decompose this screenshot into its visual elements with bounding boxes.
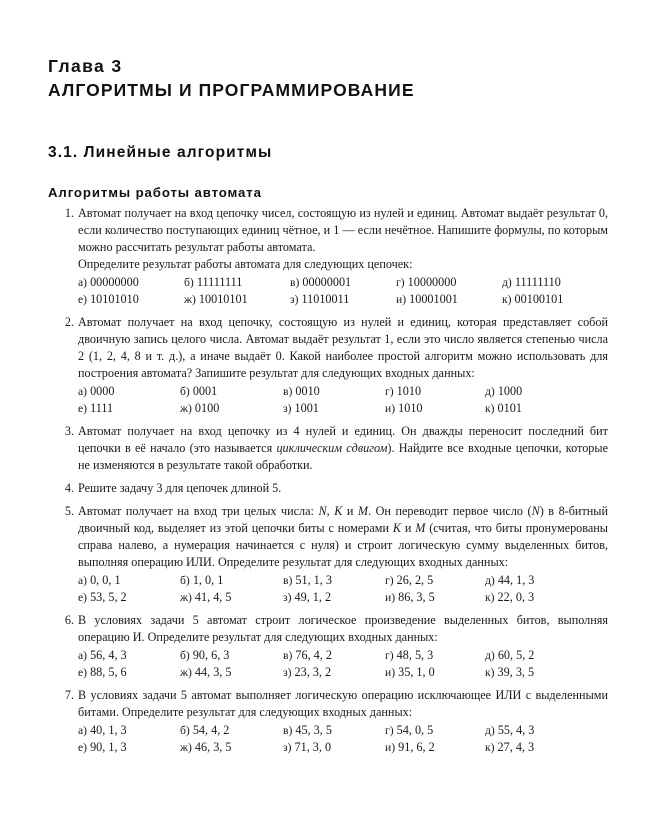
option-letter: к) bbox=[485, 666, 495, 679]
task-subprompt: Определите результат работы автомата для следующих цепочек: bbox=[78, 257, 413, 271]
option-letter: д) bbox=[485, 385, 495, 398]
option-item bbox=[385, 739, 435, 756]
option-value: 71, 3, 0 bbox=[294, 740, 332, 754]
option-item bbox=[485, 383, 522, 400]
option-letter: к) bbox=[485, 402, 495, 415]
option-value: 1000 bbox=[497, 384, 523, 398]
task-text: В условиях задачи 5 автомат выполняет логическую операцию исключающее ИЛИ с выделенными битами. Определите результат для следующих входных данных: bbox=[78, 688, 608, 719]
option-value: 26, 2, 5 bbox=[396, 573, 434, 587]
option-value: 46, 3, 5 bbox=[194, 740, 232, 754]
option-letter: д) bbox=[485, 649, 495, 662]
option-item bbox=[283, 589, 331, 606]
option-item bbox=[78, 572, 121, 589]
option-item bbox=[78, 291, 139, 308]
task-text: Автомат получает на вход цепочку из 4 нулей и единиц. Он дважды переносит последний бит цепочки в её начало (это называется циклическим сдвигом). Найдите все входные цепочки, которые не изменяются в результате такой обработки. bbox=[78, 424, 608, 472]
option-item bbox=[385, 572, 433, 589]
option-value: 11010011 bbox=[301, 292, 350, 306]
task-list bbox=[56, 205, 608, 762]
option-letter: и) bbox=[385, 741, 396, 754]
task-number: 6. bbox=[64, 613, 74, 627]
option-item bbox=[283, 572, 332, 589]
task-number: 1. bbox=[64, 206, 74, 220]
option-value: 44, 1, 3 bbox=[497, 573, 535, 587]
option-value: 22, 0, 3 bbox=[497, 590, 535, 604]
option-value: 1001 bbox=[294, 401, 319, 415]
option-value: 56, 4, 3 bbox=[90, 648, 127, 662]
option-item bbox=[485, 647, 534, 664]
option-item bbox=[283, 647, 332, 664]
option-value: 1010 bbox=[396, 384, 422, 398]
option-value: 10000000 bbox=[407, 275, 457, 289]
option-letter: г) bbox=[385, 385, 394, 398]
option-letter: г) bbox=[385, 649, 394, 662]
option-item bbox=[180, 739, 231, 756]
option-value: 48, 5, 3 bbox=[396, 648, 434, 662]
option-value: 90, 6, 3 bbox=[192, 648, 230, 662]
option-row bbox=[78, 572, 608, 589]
option-item bbox=[78, 400, 113, 417]
option-item bbox=[385, 589, 435, 606]
option-item bbox=[283, 383, 320, 400]
option-letter: к) bbox=[485, 741, 495, 754]
option-row bbox=[78, 274, 608, 291]
option-item bbox=[485, 739, 534, 756]
option-item bbox=[385, 664, 435, 681]
option-item bbox=[502, 274, 561, 291]
option-letter: з) bbox=[283, 591, 292, 604]
option-letter: в) bbox=[283, 724, 293, 737]
option-letter: е) bbox=[78, 666, 88, 679]
option-item bbox=[502, 291, 563, 308]
task-text: В условиях задачи 5 автомат строит логическое произведение выделенных битов, выполняя операцию И. Определите результат для следующих входных данных: bbox=[78, 613, 608, 644]
option-item bbox=[78, 589, 127, 606]
option-item bbox=[180, 722, 229, 739]
option-letter: е) bbox=[78, 402, 88, 415]
option-value: 53, 5, 2 bbox=[90, 590, 127, 604]
option-letter: а) bbox=[78, 574, 88, 587]
option-letter: и) bbox=[385, 591, 396, 604]
option-letter: е) bbox=[78, 741, 88, 754]
option-item bbox=[283, 722, 332, 739]
option-letter: з) bbox=[283, 666, 292, 679]
option-letter: к) bbox=[502, 293, 512, 306]
emphasis-text: M bbox=[357, 504, 369, 518]
option-item bbox=[180, 400, 219, 417]
option-item bbox=[485, 400, 522, 417]
option-item bbox=[78, 739, 127, 756]
option-letter: ж) bbox=[180, 402, 192, 415]
option-row bbox=[78, 291, 608, 308]
option-value: 44, 3, 5 bbox=[194, 665, 232, 679]
option-value: 35, 1, 0 bbox=[398, 665, 435, 679]
option-letter: е) bbox=[78, 591, 88, 604]
task-text: Автомат получает на вход три целых числа: N, K и M. Он переводит первое число (N) в 8-битный двоичный код, выделяет из этой цепочки биты с номерами K и M (считая, что биты пронумерованы справа налево, а нумерация начинается с нуля) и строит логическую сумму выделенных битов, выполняя операцию ИЛИ. Определите результат для следующих входных данных: bbox=[78, 504, 609, 569]
option-letter: а) bbox=[78, 276, 88, 289]
chapter-title: АЛГОРИТМЫ И ПРОГРАММИРОВАНИЕ bbox=[48, 80, 415, 100]
option-value: 00000000 bbox=[90, 275, 139, 289]
option-letter: а) bbox=[78, 385, 88, 398]
option-row bbox=[78, 739, 608, 756]
option-item bbox=[283, 664, 331, 681]
option-grid bbox=[78, 383, 608, 417]
task-item bbox=[56, 480, 608, 497]
option-value: 1, 0, 1 bbox=[192, 573, 224, 587]
option-value: 54, 4, 2 bbox=[192, 723, 230, 737]
option-value: 0001 bbox=[192, 384, 218, 398]
option-value: 76, 4, 2 bbox=[295, 648, 332, 662]
option-value: 1111 bbox=[90, 401, 114, 415]
option-item bbox=[184, 274, 242, 291]
option-item bbox=[180, 664, 231, 681]
option-letter: и) bbox=[385, 666, 396, 679]
option-item bbox=[283, 400, 319, 417]
option-item bbox=[78, 383, 114, 400]
option-item bbox=[283, 739, 331, 756]
option-letter: и) bbox=[385, 402, 396, 415]
option-letter: е) bbox=[78, 293, 88, 306]
option-letter: к) bbox=[485, 591, 495, 604]
task-number: 5. bbox=[64, 504, 74, 518]
task-number: 4. bbox=[64, 481, 74, 495]
option-letter: з) bbox=[290, 293, 299, 306]
option-value: 0000 bbox=[90, 384, 115, 398]
option-value: 45, 3, 5 bbox=[295, 723, 332, 737]
option-item bbox=[485, 664, 534, 681]
option-item bbox=[184, 291, 248, 308]
option-letter: ж) bbox=[180, 591, 192, 604]
option-value: 41, 4, 5 bbox=[194, 590, 232, 604]
task-item bbox=[56, 314, 608, 417]
option-value: 91, 6, 2 bbox=[398, 740, 435, 754]
section-heading: 3.1. Линейные алгоритмы bbox=[48, 144, 273, 161]
task-item bbox=[56, 687, 608, 756]
option-letter: з) bbox=[283, 741, 292, 754]
option-item bbox=[396, 291, 458, 308]
option-value: 1010 bbox=[398, 401, 423, 415]
option-row bbox=[78, 400, 608, 417]
option-item bbox=[180, 589, 231, 606]
option-item bbox=[385, 400, 423, 417]
emphasis-text: N bbox=[531, 504, 540, 518]
option-value: 88, 5, 6 bbox=[90, 665, 127, 679]
option-value: 27, 4, 3 bbox=[497, 740, 535, 754]
task-item bbox=[56, 612, 608, 681]
option-value: 86, 3, 5 bbox=[398, 590, 435, 604]
option-value: 0010 bbox=[295, 384, 320, 398]
option-item bbox=[396, 274, 456, 291]
option-value: 0101 bbox=[497, 401, 522, 415]
option-letter: д) bbox=[502, 276, 512, 289]
option-letter: ж) bbox=[180, 741, 192, 754]
option-letter: б) bbox=[180, 724, 190, 737]
option-letter: а) bbox=[78, 649, 88, 662]
option-item bbox=[290, 274, 351, 291]
option-item bbox=[78, 647, 127, 664]
option-item bbox=[78, 722, 127, 739]
option-letter: г) bbox=[385, 574, 394, 587]
option-value: 10101010 bbox=[90, 292, 139, 306]
option-item bbox=[385, 647, 433, 664]
option-letter: д) bbox=[485, 724, 495, 737]
subsection-heading: Алгоритмы работы автомата bbox=[48, 185, 262, 200]
emphasis-text: K bbox=[334, 504, 343, 518]
option-letter: ж) bbox=[180, 666, 192, 679]
option-item bbox=[78, 274, 139, 291]
option-row bbox=[78, 589, 608, 606]
option-value: 11111110 bbox=[514, 275, 561, 289]
task-number: 7. bbox=[64, 688, 74, 702]
task-text: Автомат получает на вход цепочку, состоящую из нулей и единиц, которая представляет собой двоичную запись целого числа. Автомат выдаёт результат 1, если это число является степенью числа 2 (1, 2, 4, 8 и т. д.), а иначе выдаёт 0. Какой наиболее простой алгоритм можно использовать для построения автомата? Запишите результат для следующих входных данных: bbox=[78, 315, 608, 380]
option-item bbox=[385, 383, 421, 400]
option-value: 0100 bbox=[194, 401, 220, 415]
option-letter: в) bbox=[283, 649, 293, 662]
option-item bbox=[180, 383, 217, 400]
option-value: 49, 1, 2 bbox=[294, 590, 332, 604]
option-value: 51, 1, 3 bbox=[295, 573, 332, 587]
option-item bbox=[78, 664, 127, 681]
option-value: 11111111 bbox=[196, 275, 243, 289]
option-value: 54, 0, 5 bbox=[396, 723, 434, 737]
option-item bbox=[385, 722, 433, 739]
option-row bbox=[78, 722, 608, 739]
option-value: 39, 3, 5 bbox=[497, 665, 535, 679]
option-letter: г) bbox=[385, 724, 394, 737]
option-grid bbox=[78, 722, 608, 756]
option-grid bbox=[78, 572, 608, 606]
option-item bbox=[180, 572, 223, 589]
option-letter: в) bbox=[283, 574, 293, 587]
task-number: 3. bbox=[64, 424, 74, 438]
option-item bbox=[485, 572, 534, 589]
option-letter: в) bbox=[283, 385, 293, 398]
option-letter: ж) bbox=[184, 293, 196, 306]
option-grid bbox=[78, 274, 608, 308]
option-letter: в) bbox=[290, 276, 300, 289]
chapter-heading-block bbox=[48, 55, 608, 102]
task-text: Решите задачу 3 для цепочек длиной 5. bbox=[78, 481, 282, 495]
option-letter: а) bbox=[78, 724, 88, 737]
task-item bbox=[56, 503, 608, 606]
option-value: 10010101 bbox=[198, 292, 248, 306]
option-letter: б) bbox=[184, 276, 194, 289]
option-value: 10001001 bbox=[409, 292, 458, 306]
emphasis-text: M bbox=[415, 521, 426, 535]
option-value: 90, 1, 3 bbox=[90, 740, 127, 754]
option-grid bbox=[78, 647, 608, 681]
option-letter: б) bbox=[180, 649, 190, 662]
option-item bbox=[290, 291, 349, 308]
task-item bbox=[56, 423, 608, 474]
task-text: Автомат получает на вход цепочку чисел, состоящую из нулей и единиц. Автомат выдаёт результат 0, если количество поступающих единиц чётное, и 1 — если нечётное. Напишите формулы, по которым можно рассчитать результат работы автомата. bbox=[78, 206, 608, 254]
option-letter: б) bbox=[180, 385, 190, 398]
option-value: 60, 5, 2 bbox=[497, 648, 535, 662]
option-item bbox=[180, 647, 229, 664]
option-row bbox=[78, 664, 608, 681]
option-letter: и) bbox=[396, 293, 407, 306]
option-value: 55, 4, 3 bbox=[497, 723, 535, 737]
chapter-label: Глава 3 bbox=[48, 56, 123, 76]
emphasis-text: K bbox=[392, 521, 401, 535]
option-value: 40, 1, 3 bbox=[90, 723, 127, 737]
option-letter: д) bbox=[485, 574, 495, 587]
task-number: 2. bbox=[64, 315, 74, 329]
option-item bbox=[485, 722, 534, 739]
option-value: 00000001 bbox=[302, 275, 352, 289]
option-letter: з) bbox=[283, 402, 292, 415]
option-item bbox=[485, 589, 534, 606]
option-value: 0, 0, 1 bbox=[90, 573, 121, 587]
option-row bbox=[78, 383, 608, 400]
option-letter: б) bbox=[180, 574, 190, 587]
option-letter: г) bbox=[396, 276, 405, 289]
emphasis-text: циклическим сдвигом bbox=[276, 441, 388, 455]
option-value: 23, 3, 2 bbox=[294, 665, 332, 679]
emphasis-text: N bbox=[318, 504, 327, 518]
task-item bbox=[56, 205, 608, 308]
option-value: 00100101 bbox=[514, 292, 564, 306]
option-row bbox=[78, 647, 608, 664]
